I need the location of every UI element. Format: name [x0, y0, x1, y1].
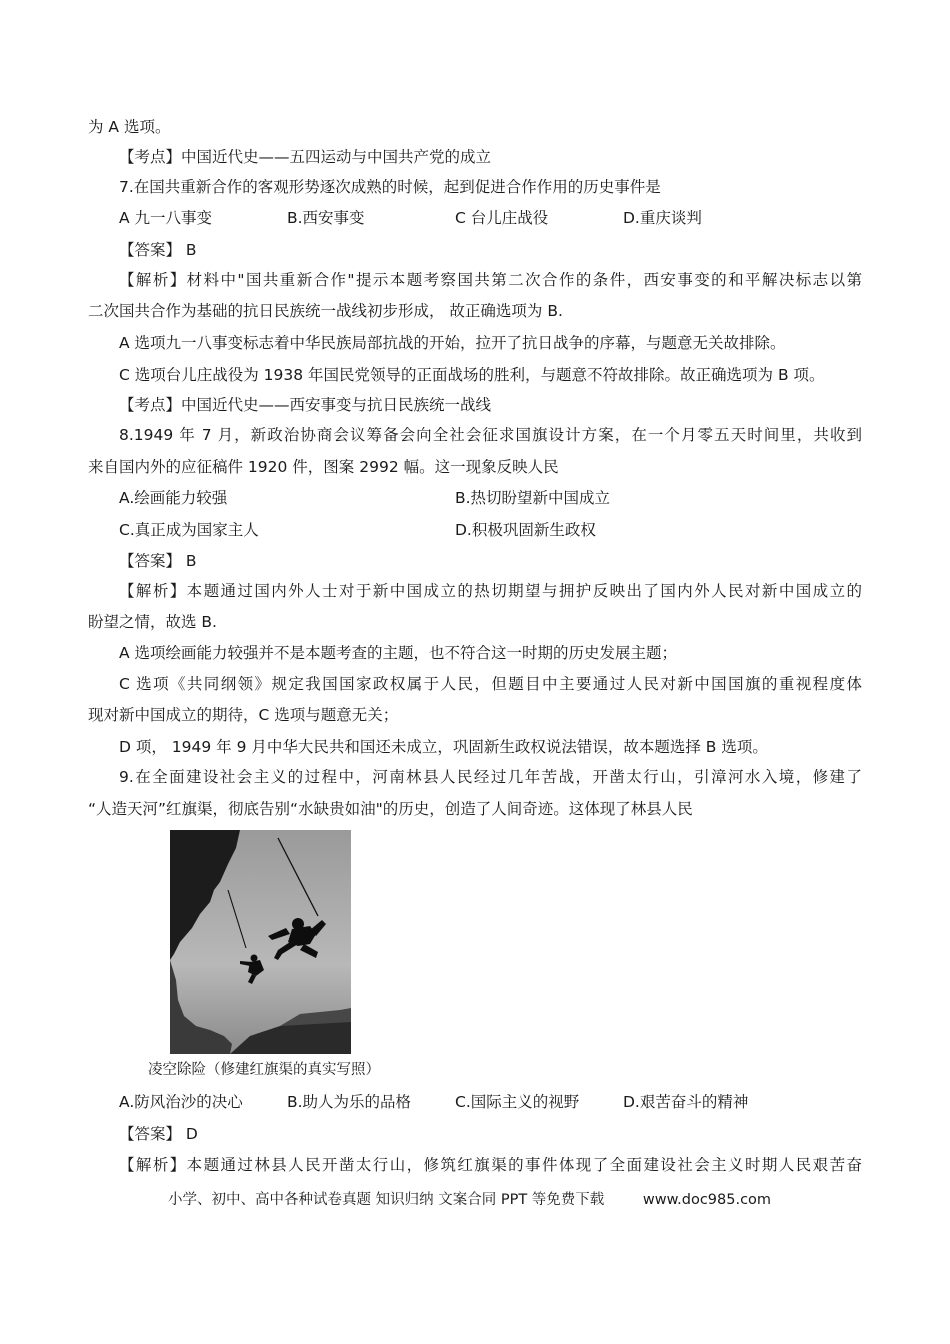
question-9: 9.在全面建设社会主义的过程中，河南林县人民经过几年苦战，开凿太行山，引漳河水入境，修建了	[119, 768, 862, 786]
q7-option-d: D.重庆谈判	[623, 209, 702, 227]
analysis-7-cont: 二次国共合作为基础的抗日民族统一战线初步形成， 故正确选项为 B.	[88, 302, 563, 320]
q8-option-c: C.真正成为国家主人	[119, 521, 259, 539]
footer-url[interactable]: www.doc985.com	[642, 1192, 772, 1208]
q9-option-c: C.国际主义的视野	[455, 1093, 580, 1111]
question-9-cont: “人造天河”红旗渠，彻底告别“水缺贵如油"的历史，创造了人间奇迹。这体现了林县人民	[88, 800, 693, 818]
q7-option-b: B.西安事变	[287, 209, 365, 227]
q7-option-a: A 九一八事变	[119, 209, 213, 227]
question-8: 8.1949 年 7 月，新政治协商会议筹备会向全社会征求国旗设计方案，在一个月零五天时间里，共收到	[119, 426, 862, 444]
footer-text: 小学、初中、高中各种试卷真题 知识归纳 文案合同 PPT 等免费下载	[168, 1192, 605, 1208]
analysis-8-cont: 盼望之情，故选 B.	[88, 613, 217, 631]
kaodian-line: 【考点】中国近代史——五四运动与中国共产党的成立	[119, 148, 492, 166]
photo-caption: 凌空除险（修建红旗渠的真实写照）	[148, 1062, 380, 1078]
analysis-8-c: C 选项《共同纲领》规定我国国家政权属于人民，但题目中主要通过人民对新中国国旗的重视程度体	[119, 675, 862, 693]
q9-option-a: A.防风治沙的决心	[119, 1093, 243, 1111]
question-8-cont: 来自国内外的应征稿件 1920 件，图案 2992 幅。这一现象反映人民	[88, 458, 559, 476]
page-footer	[168, 1190, 771, 1210]
question-7: 7.在国共重新合作的客观形势逐次成熟的时候，起到促进合作作用的历史事件是	[119, 178, 661, 196]
answer-9: 【答案】 D	[119, 1125, 198, 1143]
answer-8: 【答案】 B	[119, 552, 197, 570]
q8-option-a: A.绘画能力较强	[119, 489, 228, 507]
analysis-7-a: A 选项九一八事变标志着中华民族局部抗战的开始，拉开了抗日战争的序幕，与题意无关故排除。	[119, 334, 786, 352]
analysis-7-c: C 选项台儿庄战役为 1938 年国民党领导的正面战场的胜利，与题意不符故排除。故正确选项为 B 项。	[119, 366, 825, 384]
q8-option-b: B.热切盼望新中国成立	[455, 489, 611, 507]
q8-option-d: D.积极巩固新生政权	[455, 521, 596, 539]
answer-7: 【答案】 B	[119, 241, 197, 259]
kaodian-7: 【考点】中国近代史——西安事变与抗日民族统一战线	[119, 396, 492, 414]
q9-option-d: D.艰苦奋斗的精神	[623, 1093, 749, 1111]
analysis-8-d: D 项， 1949 年 9 月中华大民共和国还未成立，巩固新生政权说法错误，故本题选择 B 选项。	[119, 738, 768, 756]
analysis-8-a: A 选项绘画能力较强并不是本题考查的主题，也不符合这一时期的历史发展主题；	[119, 644, 678, 662]
analysis-9: 【解析】本题通过林县人民开凿太行山，修筑红旗渠的事件体现了全面建设社会主义时期人民艰苦奋	[119, 1156, 862, 1174]
cliff-climbers-photo	[170, 830, 351, 1054]
analysis-8-c-cont: 现对新中国成立的期待，C 选项与题意无关；	[88, 706, 399, 724]
q9-option-b: B.助人为乐的品格	[287, 1093, 412, 1111]
analysis-7: 【解析】材料中"国共重新合作"提示本题考察国共第二次合作的条件，西安事变的和平解决标志以第	[119, 271, 862, 289]
analysis-8: 【解析】本题通过国内外人士对于新中国成立的热切期望与拥护反映出了国内外人民对新中国成立的	[119, 582, 862, 600]
q7-option-c: C 台儿庄战役	[455, 209, 549, 227]
text-line: 为 A 选项。	[88, 118, 171, 136]
